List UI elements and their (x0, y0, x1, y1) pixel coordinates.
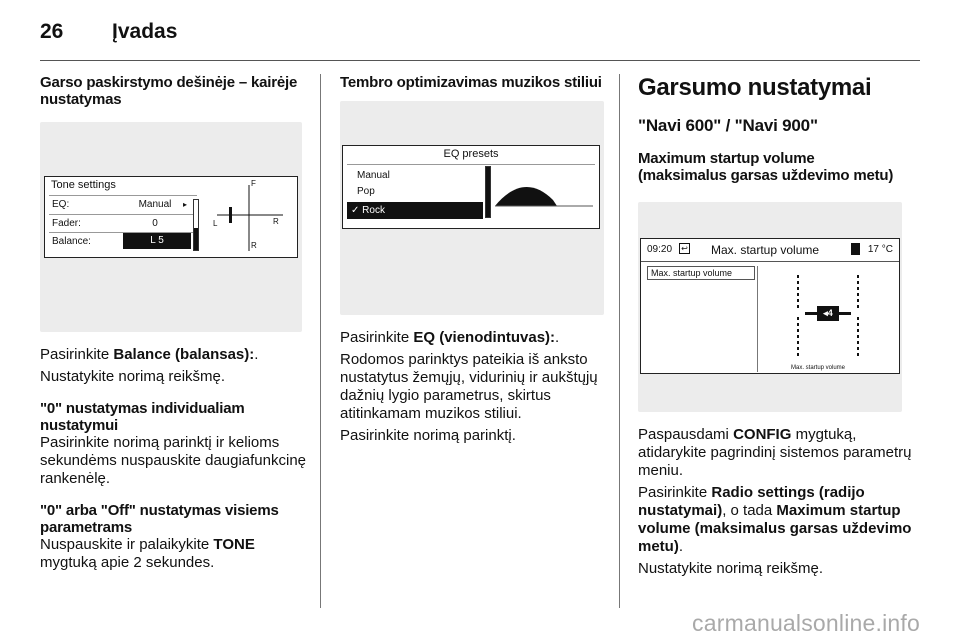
config-button-name: CONFIG (733, 426, 792, 443)
eq-description-paragraph: Rodomos parinktys pateikia iš anksto nustatytus žemųjų, vidurinių ir aukštųjų dažnių lygio parametrus, skirtus atitinkamam muzikos stiliui. (340, 351, 598, 422)
reset-individual-heading: "0" nustatymas individualiam nustatymui (40, 400, 245, 434)
temperature: 17 °C (867, 244, 893, 255)
eq-preset-rock-selected[interactable]: ✓ Rock (347, 202, 483, 219)
set-value-paragraph: Nustatykite norimą reikšmę. (40, 368, 226, 385)
header-rule (40, 60, 920, 61)
reset-individual-text: Pasirinkite norimą parinktį ir kelioms sekundėms nuspauskite daugiafunkcinę rankenėlę. (40, 434, 307, 487)
balance-fader-graph (207, 179, 293, 255)
left-column (40, 74, 306, 572)
right-column (638, 74, 922, 578)
eq-option-name: EQ (vienodintuvas): (413, 329, 556, 346)
clock: 09:20 (647, 244, 673, 255)
axis-rear-label: R (251, 241, 257, 250)
balance-value-selected[interactable]: L 5 (123, 233, 191, 249)
page-number: 26 (40, 20, 64, 43)
axis-front-label: F (251, 179, 256, 188)
open-config-paragraph: Paspausdami CONFIG mygtuką, atidarykite pagrindinį sistemos parametrų meniu. (638, 426, 912, 479)
radio-settings-option: Radio settings (radijo nustatymai) (638, 484, 865, 519)
eq-presets-title: EQ presets (443, 148, 499, 160)
reset-all-heading: "0" arba "Off" nustatymas visiems parametrams (40, 502, 279, 536)
page-header (40, 20, 920, 64)
fader-label: Fader: (52, 218, 81, 229)
eq-value: Manual (138, 199, 172, 210)
eq-curve-graph (493, 166, 597, 222)
tone-button-name: TONE (213, 536, 255, 553)
startup-volume-heading: Maximum startup volume (maksimalus garsas uždevimo metu) (638, 150, 894, 184)
eq-presets-screen (342, 145, 600, 229)
slider-caption: Max. startup volume (791, 365, 846, 371)
eq-section-heading: Tembro optimizavimas muzikos stiliui (340, 74, 602, 91)
eq-scrollbar (485, 166, 491, 218)
fader-value: 0 (152, 218, 158, 229)
balance-option-name: Balance (balansas): (113, 346, 255, 363)
column-divider-left (320, 74, 321, 608)
middle-column (340, 74, 606, 445)
startup-volume-tab[interactable]: Max. startup volume (647, 266, 755, 280)
eq-preset-manual[interactable]: Manual (357, 170, 390, 181)
check-icon: ✓ (351, 205, 360, 216)
column-divider-right (619, 74, 620, 608)
eq-label: EQ: (52, 199, 70, 210)
navi-models-heading: "Navi 600" / "Navi 900" (638, 116, 818, 135)
tone-settings-screenshot (40, 122, 302, 332)
volume-value: ◂4 (823, 308, 833, 318)
info-icon (851, 243, 860, 255)
startup-volume-screen (640, 238, 900, 374)
select-option-paragraph: Pasirinkite norimą parinktį. (340, 427, 516, 444)
reset-all-text: Nuspauskite ir palaikykite TONE mygtuką apie 2 sekundes. (40, 536, 255, 571)
balance-label: Balance: (52, 236, 91, 247)
volume-settings-heading: Garsumo nustatymai (638, 74, 872, 101)
eq-preset-pop[interactable]: Pop (357, 186, 375, 197)
back-icon[interactable]: ↩ (679, 243, 690, 254)
select-eq-paragraph: Pasirinkite EQ (vienodintuvas):. (340, 329, 560, 346)
balance-section-heading: Garso paskirstymo dešinėje – kairėje nustatymas (40, 74, 298, 108)
tone-scrollbar (193, 199, 199, 251)
select-radio-settings-paragraph: Pasirinkite Radio settings (radijo nustatymai), o tada Maximum startup volume (maksimalus garsas uždevimo metu). (638, 484, 912, 555)
startup-volume-screenshot (638, 202, 902, 412)
arrow-right-icon: ▸ (183, 200, 188, 209)
startup-volume-option: Maximum startup volume (maksimalus garsas uždevimo metu) (638, 502, 912, 555)
startup-volume-title: Max. startup volume (711, 243, 820, 257)
select-balance-paragraph: Pasirinkite Balance (balansas):. (40, 346, 259, 363)
axis-left-label: L (213, 219, 218, 228)
page-title: Įvadas (112, 20, 178, 43)
site-watermark: carmanualsonline.info (692, 610, 920, 636)
tone-settings-screen (44, 176, 298, 258)
tone-settings-title: Tone settings (51, 179, 116, 191)
axis-right-label: R (273, 217, 279, 226)
eq-presets-screenshot (340, 101, 604, 315)
set-startup-value-paragraph: Nustatykite norimą reikšmę. (638, 560, 824, 577)
